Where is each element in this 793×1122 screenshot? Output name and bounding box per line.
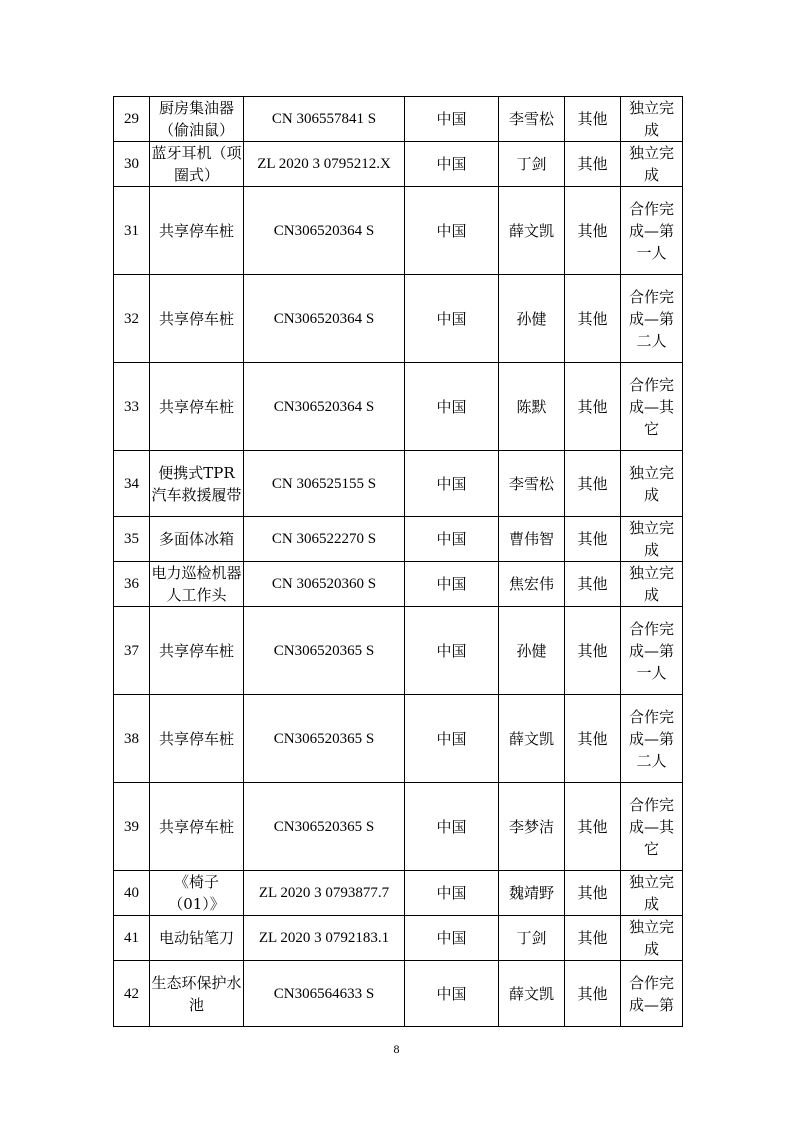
- category: 其他: [565, 871, 621, 916]
- row-number: 40: [114, 871, 150, 916]
- patent-number: CN306520365 S: [244, 695, 405, 783]
- table-row: [114, 187, 683, 275]
- country: 中国: [405, 695, 499, 783]
- patent-number: ZL 2020 3 0795212.X: [244, 142, 405, 187]
- row-number: 33: [114, 363, 150, 451]
- country: 中国: [405, 187, 499, 275]
- country: 中国: [405, 142, 499, 187]
- patent-number: CN306520365 S: [244, 783, 405, 871]
- patent-name: 电力巡检机器人工作头: [150, 562, 244, 607]
- table-row: [114, 275, 683, 363]
- country: 中国: [405, 916, 499, 961]
- completion-role: 合作完成—第二人: [621, 275, 683, 363]
- category: 其他: [565, 97, 621, 142]
- completion-role: 独立完成: [621, 517, 683, 562]
- completion-role: 合作完成—第一人: [621, 607, 683, 695]
- patent-number: ZL 2020 3 0792183.1: [244, 916, 405, 961]
- patent-name: 共享停车桩: [150, 607, 244, 695]
- table-row: [114, 916, 683, 961]
- completion-role: 独立完成: [621, 451, 683, 517]
- patent-number: CN306520364 S: [244, 363, 405, 451]
- inventor: 薛文凯: [499, 961, 565, 1027]
- country: 中国: [405, 783, 499, 871]
- category: 其他: [565, 275, 621, 363]
- completion-role: 独立完成: [621, 916, 683, 961]
- patent-name: 电动钻笔刀: [150, 916, 244, 961]
- patent-name: 共享停车桩: [150, 783, 244, 871]
- inventor: 李梦洁: [499, 783, 565, 871]
- patent-name: 共享停车桩: [150, 363, 244, 451]
- patent-name: 多面体冰箱: [150, 517, 244, 562]
- row-number: 42: [114, 961, 150, 1027]
- inventor: 曹伟智: [499, 517, 565, 562]
- country: 中国: [405, 517, 499, 562]
- category: 其他: [565, 187, 621, 275]
- patent-name: 蓝牙耳机（项圈式）: [150, 142, 244, 187]
- inventor: 陈默: [499, 363, 565, 451]
- inventor: 魏靖野: [499, 871, 565, 916]
- country: 中国: [405, 97, 499, 142]
- patent-number: CN 306520360 S: [244, 562, 405, 607]
- row-number: 41: [114, 916, 150, 961]
- inventor: 孙健: [499, 607, 565, 695]
- completion-role: 独立完成: [621, 142, 683, 187]
- patent-number: CN306520365 S: [244, 607, 405, 695]
- inventor: 李雪松: [499, 451, 565, 517]
- row-number: 31: [114, 187, 150, 275]
- row-number: 30: [114, 142, 150, 187]
- inventor: 李雪松: [499, 97, 565, 142]
- row-number: 29: [114, 97, 150, 142]
- patent-name: 共享停车桩: [150, 695, 244, 783]
- table-row: [114, 451, 683, 517]
- category: 其他: [565, 916, 621, 961]
- country: 中国: [405, 275, 499, 363]
- inventor: 丁剑: [499, 916, 565, 961]
- patent-name: 共享停车桩: [150, 187, 244, 275]
- row-number: 35: [114, 517, 150, 562]
- inventor: 孙健: [499, 275, 565, 363]
- category: 其他: [565, 517, 621, 562]
- patent-number: CN306564633 S: [244, 961, 405, 1027]
- completion-role: 独立完成: [621, 562, 683, 607]
- row-number: 36: [114, 562, 150, 607]
- category: 其他: [565, 363, 621, 451]
- row-number: 32: [114, 275, 150, 363]
- country: 中国: [405, 607, 499, 695]
- completion-role: 合作完成—第二人: [621, 695, 683, 783]
- completion-role: 合作完成—第一人: [621, 187, 683, 275]
- table-row: [114, 607, 683, 695]
- completion-role: 独立完成: [621, 97, 683, 142]
- table-row: [114, 961, 683, 1027]
- table-row: [114, 562, 683, 607]
- patent-name: 《椅子（01）》: [150, 871, 244, 916]
- inventor: 薛文凯: [499, 187, 565, 275]
- page-number: 8: [393, 1042, 400, 1056]
- patent-name: 生态环保护水池: [150, 961, 244, 1027]
- category: 其他: [565, 961, 621, 1027]
- patent-number: CN 306525155 S: [244, 451, 405, 517]
- country: 中国: [405, 451, 499, 517]
- patent-number: ZL 2020 3 0793877.7: [244, 871, 405, 916]
- completion-role: 合作完成—其它: [621, 783, 683, 871]
- inventor: 丁剑: [499, 142, 565, 187]
- country: 中国: [405, 961, 499, 1027]
- category: 其他: [565, 562, 621, 607]
- category: 其他: [565, 783, 621, 871]
- category: 其他: [565, 607, 621, 695]
- table-row: [114, 142, 683, 187]
- patent-name: 厨房集油器（偷油鼠）: [150, 97, 244, 142]
- category: 其他: [565, 142, 621, 187]
- patent-number: CN306520364 S: [244, 275, 405, 363]
- table-row: [114, 517, 683, 562]
- row-number: 39: [114, 783, 150, 871]
- country: 中国: [405, 562, 499, 607]
- table-row: [114, 783, 683, 871]
- patent-number: CN 306557841 S: [244, 97, 405, 142]
- row-number: 37: [114, 607, 150, 695]
- row-number: 34: [114, 451, 150, 517]
- completion-role: 独立完成: [621, 871, 683, 916]
- category: 其他: [565, 451, 621, 517]
- inventor: 焦宏伟: [499, 562, 565, 607]
- country: 中国: [405, 871, 499, 916]
- table-row: [114, 695, 683, 783]
- table-row: [114, 363, 683, 451]
- patent-name: 共享停车桩: [150, 275, 244, 363]
- patent-table: [113, 96, 683, 1027]
- patent-number: CN 306522270 S: [244, 517, 405, 562]
- completion-role: 合作完成—其它: [621, 363, 683, 451]
- table-row: [114, 871, 683, 916]
- patent-number: CN306520364 S: [244, 187, 405, 275]
- inventor: 薛文凯: [499, 695, 565, 783]
- country: 中国: [405, 363, 499, 451]
- patent-name: 便携式TPR汽车救援履带: [150, 451, 244, 517]
- row-number: 38: [114, 695, 150, 783]
- completion-role: 合作完成—第: [621, 961, 683, 1027]
- table-row: [114, 97, 683, 142]
- category: 其他: [565, 695, 621, 783]
